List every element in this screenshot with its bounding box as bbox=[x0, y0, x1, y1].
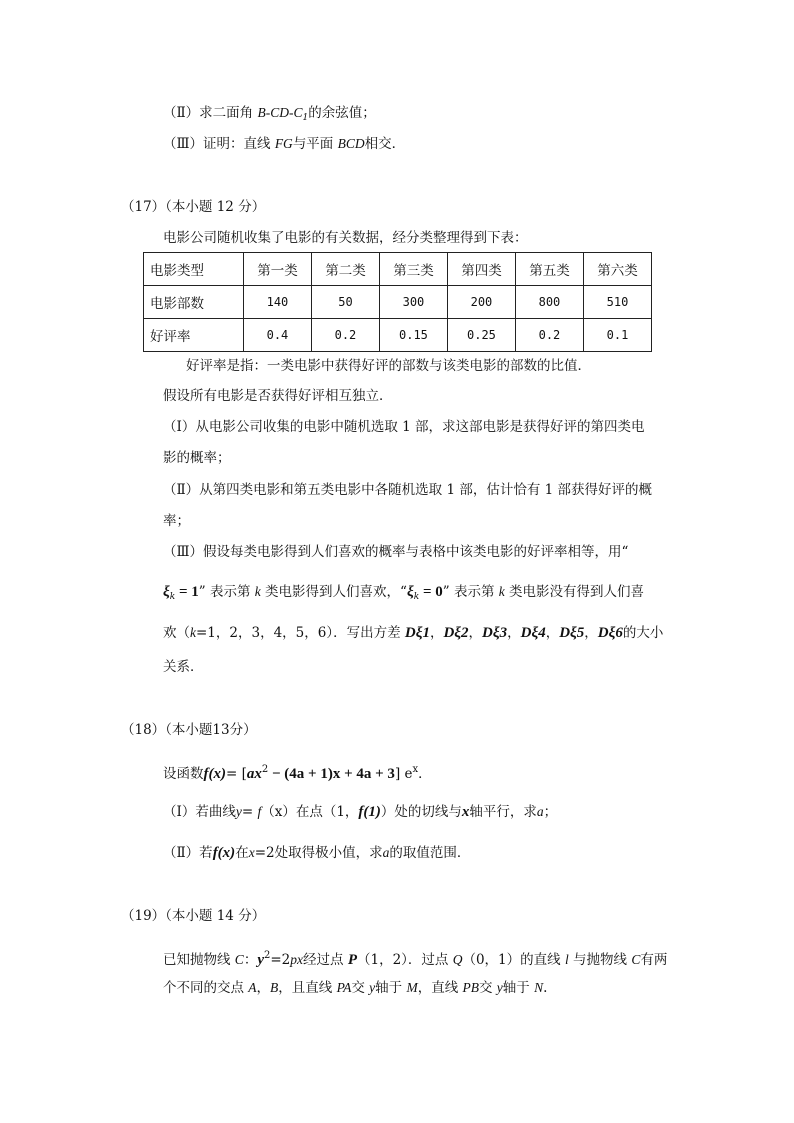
table-header-cell: 第三类 bbox=[379, 253, 447, 286]
table-cell: 0.1 bbox=[583, 319, 651, 352]
table-cell: 800 bbox=[515, 286, 583, 319]
q17-note: 好评率是指：一类电影中获得好评的部数与该类电影的部数的比值． bbox=[186, 358, 591, 374]
table-header-cell: 第四类 bbox=[447, 253, 515, 286]
variance-5: Dξ5 bbox=[559, 625, 585, 641]
q17-part1-line1: （Ⅰ）从电影公司收集的电影中随机选取 1 部，求这部电影是获得好评的第四类电 bbox=[163, 419, 645, 435]
table-header-cell: 第二类 bbox=[311, 253, 379, 286]
q19-heading: （19）（本小题 14 分） bbox=[121, 908, 266, 924]
q17-part3-line3: 欢（k=1，2，3，4，5，6）．写出方差 Dξ1，Dξ2，Dξ3，Dξ4，Dξ5，Dξ6的大小 bbox=[163, 625, 664, 641]
variance-6: Dξ6 bbox=[597, 625, 623, 641]
table-cell: 0.2 bbox=[311, 319, 379, 352]
q16-part3: （Ⅲ）证明：直线 FG与平面 BCD相交． bbox=[163, 136, 406, 152]
variance-4: Dξ4 bbox=[520, 625, 546, 641]
q17-part3-line1: （Ⅲ）假设每类电影得到人们喜欢的概率与表格中该类电影的好评率相等，用“ bbox=[163, 544, 629, 560]
variance-3: Dξ3 bbox=[482, 625, 508, 641]
xi-symbol: ξ bbox=[406, 584, 414, 600]
table-header-cell: 电影类型 bbox=[144, 253, 244, 286]
q17-assumption: 假设所有电影是否获得好评相互独立． bbox=[163, 388, 393, 404]
table-cell: 510 bbox=[583, 286, 651, 319]
q19-line1: 已知抛物线 C：$y^2=2px$经过点 P（1，2）．过点 Q（0，1）的直线 l 与抛物线 C有两 bbox=[163, 950, 668, 968]
q18-part2: （Ⅱ）若f(x)在x=2处取得极小值，求a的取值范围． bbox=[163, 845, 471, 861]
table-cell: 50 bbox=[311, 286, 379, 319]
table-header-cell: 第一类 bbox=[243, 253, 311, 286]
q16-part2: （Ⅱ）求二面角 $B-CD-C_1$的余弦值； bbox=[163, 105, 376, 123]
table-cell: 300 bbox=[379, 286, 447, 319]
q17-heading: （17）（本小题 12 分） bbox=[121, 199, 266, 215]
table-row bbox=[144, 286, 652, 319]
q17-part2-line2: 率； bbox=[163, 513, 190, 529]
table-cell: 0.25 bbox=[447, 319, 515, 352]
table-row bbox=[144, 319, 652, 352]
variance-1: Dξ1 bbox=[404, 625, 430, 641]
q17-part3-line2: $\xi_k = 1$” 表示第 k 类电影得到人们喜欢，“$\xi_k = 0$” 表示第 k 类电影没有得到人们喜 bbox=[163, 584, 645, 602]
table-cell: 0.2 bbox=[515, 319, 583, 352]
table-cell: 200 bbox=[447, 286, 515, 319]
q18-function-def: 设函数$f(x)= [ax^2 - (4a + 1)x + 4a + 3]$ $e^x$． bbox=[163, 764, 432, 782]
q17-part1-line2: 影的概率； bbox=[163, 450, 231, 466]
table-cell: 0.15 bbox=[379, 319, 447, 352]
table-row-label: 好评率 bbox=[144, 319, 244, 352]
q18-part1: （Ⅰ）若曲线y= f（x）在点（1，f(1)）处的切线与x轴平行，求a； bbox=[163, 804, 558, 820]
q17-intro: 电影公司随机收集了电影的有关数据，经分类整理得到下表： bbox=[163, 230, 528, 246]
xi-symbol: ξ bbox=[163, 584, 170, 600]
table-cell: 140 bbox=[243, 286, 311, 319]
table-header-cell: 第五类 bbox=[515, 253, 583, 286]
movie-data-table bbox=[143, 252, 652, 352]
table-row-label: 电影部数 bbox=[144, 286, 244, 319]
variance-2: Dξ2 bbox=[443, 625, 469, 641]
table-header-row bbox=[144, 253, 652, 286]
q19-line2: 个不同的交点 A，B，且直线 PA交 y轴于 M，直线 PB交 y轴于 N. bbox=[163, 980, 548, 996]
table-cell: 0.4 bbox=[243, 319, 311, 352]
table-header-cell: 第六类 bbox=[583, 253, 651, 286]
q18-heading: （18）（本小题13分） bbox=[121, 722, 257, 738]
q17-part2-line1: （Ⅱ）从第四类电影和第五类电影中各随机选取 1 部，估计恰有 1 部获得好评的概 bbox=[163, 482, 653, 498]
q17-part3-line4: 关系． bbox=[163, 659, 204, 675]
